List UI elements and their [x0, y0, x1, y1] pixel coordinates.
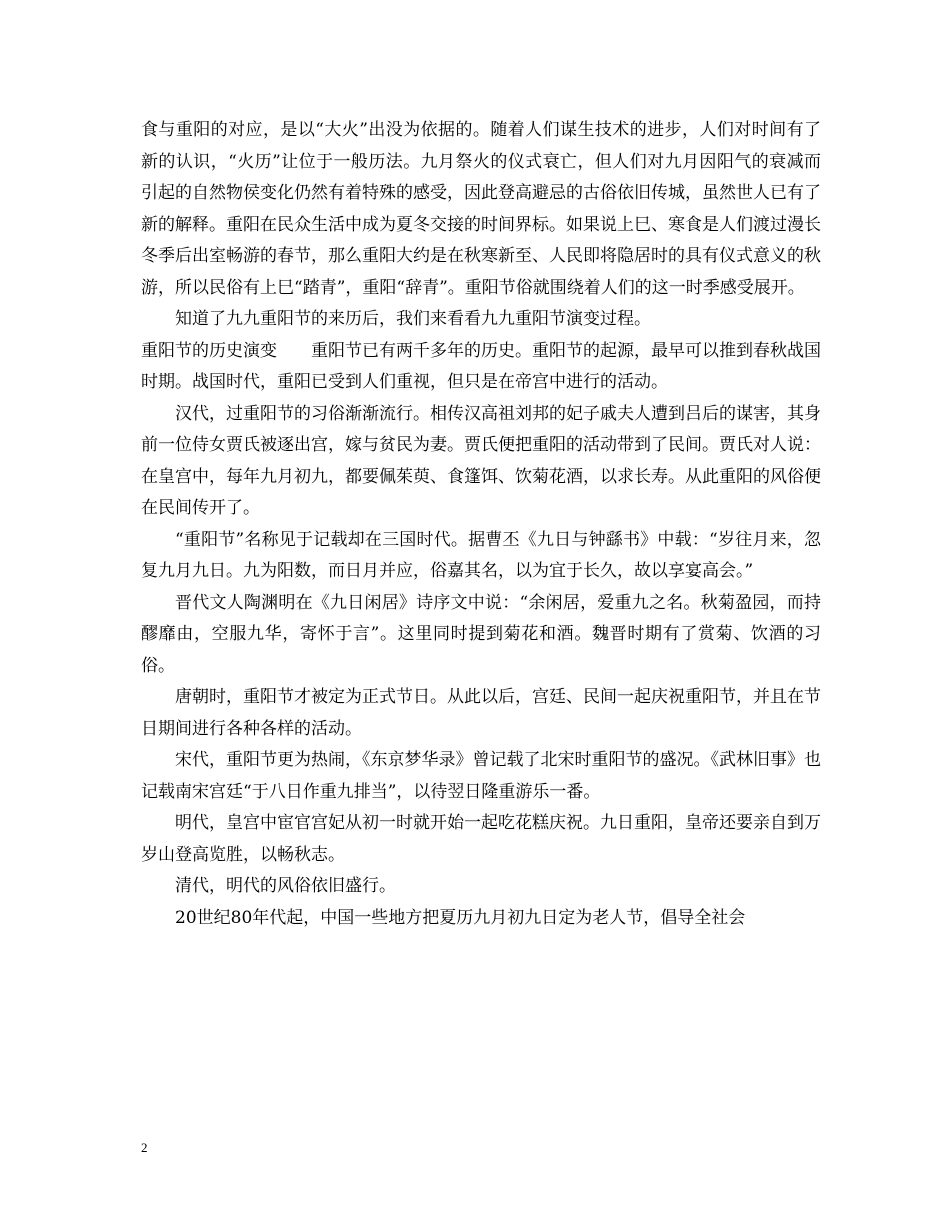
- paragraph: 汉代，过重阳节的习俗渐渐流行。相传汉高祖刘邦的妃子戚夫人遭到吕后的谋害，其身前一位侍女贾氏被逐出宫，嫁与贫民为妻。贾氏便把重阳的活动带到了民间。贾氏对人说：在皇宫中，每年九月初九，都要佩茱萸、食篷饵、饮菊花酒，以求长寿。从此重阳的风俗便在民间传开了。: [141, 403, 821, 518]
- paragraph: 晋代文人陶渊明在《九日闲居》诗序文中说：“余闲居，爱重九之名。秋菊盈园，而持醪靡由，空服九华，寄怀于言”。这里同时提到菊花和酒。魏晋时期有了赏菊、饮酒的习俗。: [141, 592, 821, 676]
- body-text: [141, 115, 821, 934]
- page-number: 2: [141, 1140, 148, 1155]
- paragraph: 20世纪80年代起，中国一些地方把夏历九月初九日定为老人节，倡导全社会: [175, 907, 746, 928]
- paragraph: 食与重阳的对应，是以“大火”出没为依据的。随着人们谋生技术的进步，人们对时间有了新的认识，“火历”让位于一般历法。九月祭火的仪式衰亡，但人们对九月因阳气的衰减而引起的自然物侯变化仍然有着特殊的感受，因此登高避忌的古俗依旧传城，虽然世人已有了新的解释。重阳在民众生活中成为夏冬交接的时间界标。如果说上巳、寒食是人们渡过漫长冬季后出室畅游的春节，那么重阳大约是在秋寒新至、人民即将隐居时的具有仪式意义的秋游，所以民俗有上巳“踏青”，重阳“辞青”。重阳节俗就围绕着人们的这一时季感受展开。: [141, 120, 821, 298]
- paragraph: 清代，明代的风俗依旧盛行。: [175, 876, 396, 896]
- paragraph: “重阳节”名称见于记载却在三国时代。据曹丕《九日与钟繇书》中载：“岁往月来，忽复九月九日。九为阳数，而日月并应，俗嘉其名，以为宜于长久，故以享宴高会。”: [141, 529, 821, 581]
- paragraph: 重阳节的历史演变 重阳节已有两千多年的历史。重阳节的起源，最早可以推到春秋战国时期。战国时代，重阳已受到人们重视，但只是在帝宫中进行的活动。: [141, 340, 821, 392]
- paragraph: 唐朝时，重阳节才被定为正式节日。从此以后，宫廷、民间一起庆祝重阳节，并且在节日期间进行各种各样的活动。: [141, 687, 821, 739]
- paragraph: 知道了九九重阳节的来历后，我们来看看九九重阳节演变过程。: [175, 309, 651, 329]
- paragraph: 宋代，重阳节更为热闹，《东京梦华录》曾记载了北宋时重阳节的盛况。《武林旧事》也记载南宋宫廷“于八日作重九排当”，以待翌日隆重游乐一番。: [141, 750, 821, 802]
- paragraph: 明代，皇宫中宦官宫妃从初一时就开始一起吃花糕庆祝。九日重阳，皇帝还要亲自到万岁山登高览胜，以畅秋志。: [141, 813, 821, 865]
